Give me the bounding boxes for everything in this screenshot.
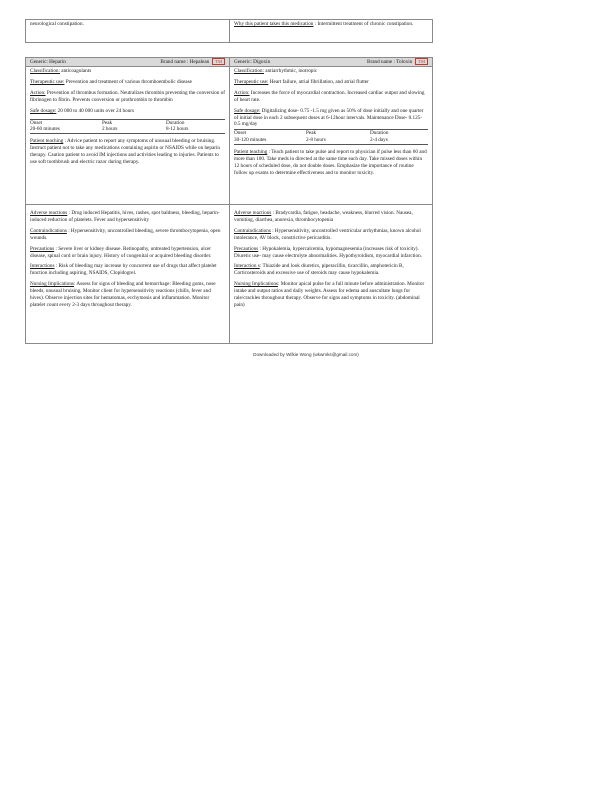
drug-card-table	[25, 57, 433, 344]
adverse-reactions: Adverse reactions : Bradycardia, fatigue, headache, weakness, blurred vision. Nausea, vomiting, diarrhea, anorexia, thrombocytopenia	[234, 210, 413, 223]
digoxin-safety-column	[229, 205, 432, 343]
timing-values: 20-60 minutes 2 hours 8-12 hours	[30, 126, 225, 134]
action: Action: Prevention of thrombus formation. Neutralizes thrombin preventing the conversion of fibrinogen to fibrin. Prevents conversion or prothrombin to thrombin	[30, 89, 225, 103]
nursing-implications: Nursing Implications: Monitor apical pulse for a full minute before administration. Monitor intake and output ratios and daily weights. Assess for edema and auscultate lungs for rale/crackles throughout therapy. Observe for signs and symptoms in toxicity. (abdominal pain)	[234, 281, 425, 308]
top-left-text: neurological constipation.	[30, 21, 84, 27]
nursing-implications: Nursing Implications: Assess for signs of bleeding and hemorrhage: Bleeding gums, nose bleeds, unusual bruising. Monitor client for hypersensitivity reactions (chills, fever and hives). Observe injection sites for hematomas, ecchymosis and inflammation. Monitor platelet count every 2-3 days throughout therapy.	[30, 281, 216, 308]
timing-header: Onset Peak Duration	[234, 129, 428, 137]
interactions: Interaction s: Thiazide and look diuretics, piperacillin, ticarcillin, amphotericin B, Corticosteroids and excessive use of steroids may cause hypokalemia.	[234, 263, 404, 277]
download-footer: Downloaded by Wilkie Wong (wkwmks@gmail.com)	[253, 352, 359, 357]
digoxin-name-bar	[230, 58, 432, 67]
patient-teaching: Patient teaching : Teach patient to take pulse and report to physician if pulse less than 60 and more than 100. Take meds in directed at the same time each day. Take missed doses within 12 hours of scheduled dose, do not double doses. Emphasize the importance of routine follow up exams to determine effectiveness and to monitor toxicity.	[234, 149, 427, 176]
contraindications: Contraindications : Hypersensitivity, uncontrolled ventricular arrhythmias, known alcohol intolerance, AV block, constrictive pericarditis.	[234, 227, 421, 241]
safe-dosage: Safe dosage: 20 000 to 40 000 units over 24 hours	[30, 107, 135, 114]
precautions: Precautions : Severe liver or kidney disease. Retinopathy, untreated hypertension, ulcer disease, spinal cord or brain injury. History of congenital or acquired bleeding disorder.	[30, 245, 212, 259]
brand-name: Brand name : Hepalean	[160, 58, 210, 65]
trademark-tag: TM	[212, 58, 225, 65]
why-label: Why this patient takes this medication	[234, 21, 314, 27]
classification: Classification: anticoagulants	[30, 68, 92, 74]
why-sep: :	[313, 21, 318, 27]
therapeutic-use: Therapeutic use: Heart failure, atrial fibrillation, and atrial flutter	[234, 78, 369, 85]
digoxin-info-column	[229, 58, 432, 204]
interactions: Interactions : Risk of bleeding may increase by concurrent use of drugs that affect platelet function including aspiring, NSAIDS, Clopidogrel.	[30, 263, 217, 277]
timing-values: 30-120 minutes 2-8 hours 2-4 days	[234, 137, 428, 145]
adverse-reactions: Adverse reactions : Drug induced Hepatitis, hives, rashes, spot baldness, bleeding, heparin-induced reduction of platelets. Fever and hypersensitivity	[30, 210, 220, 223]
action: Action: Increases the force of myocardial contraction. Increased cardiac output and slowing of heart rate.	[234, 89, 425, 103]
timing-header: Onset Peak Duration	[30, 119, 225, 127]
brand-name: Brand name : Toloxin	[367, 58, 413, 65]
drug-safety-row	[26, 204, 432, 343]
classification: Classification: antiarrhythmic, inotropic	[234, 68, 318, 74]
contraindications: Contraindications : Hypersensitivity, uncontrolled bleeding, severe thrombocytopenia, open wounds.	[30, 227, 221, 241]
drug-info-row	[26, 58, 432, 204]
top-left-cell	[26, 20, 229, 42]
trademark-tag: TM	[415, 58, 428, 65]
heparin-safety-column	[26, 205, 229, 343]
top-continuation-table	[25, 19, 433, 43]
top-right-cell	[229, 20, 432, 42]
generic-name: Generic: Digoxin	[234, 58, 271, 65]
precautions: Precautions : Hypokalemia, hypercalcemia, hypomagnesemia (increases risk of toxicity). Diuretic use- may cause electrolyte abnormalities. Hypothyroidism, myocardial infarction.	[234, 245, 422, 259]
safe-dosage: Safe dosage: Digitalizing dose- 0.75 -1.5 mg given as 50% of dose initially and one quarter of initial dose in each 2 subsequent doses at 6-12hour intervals. Maintenance Dose- 0.125-0.5 mg/day	[234, 107, 424, 128]
generic-name: Generic: Heparin	[30, 58, 66, 65]
why-text: Intermittent treatment of chronic constipation.	[317, 21, 414, 27]
patient-teaching: Patient teaching : Advice patient to report any symptoms of unusual bleeding or bruising. Instruct patient not to take any medications containing aspirin or NSAIDS while on heparin therapy. Caution patient to avoid IM injections and activities leading to injuries. Patients to use soft toothbrush and electric razor during therapy.	[30, 138, 221, 166]
heparin-name-bar	[26, 58, 229, 67]
therapeutic-use: Therapeutic use: Prevention and treatment of various thromboembolic disease	[30, 78, 192, 85]
heparin-info-column	[26, 58, 229, 204]
